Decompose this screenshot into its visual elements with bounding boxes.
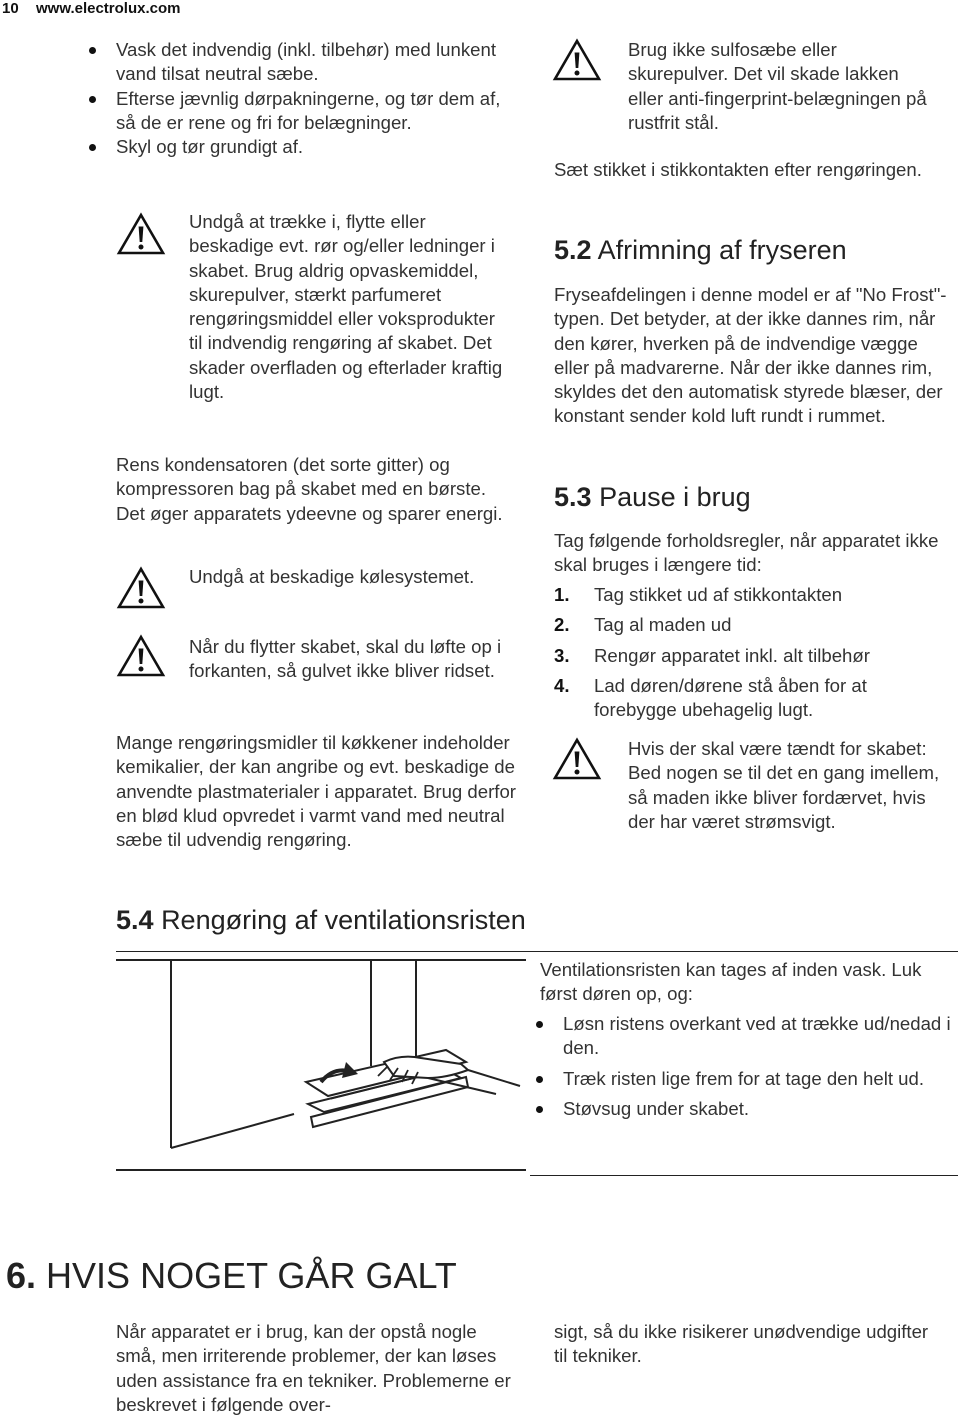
list-item: 3. Rengør apparatet inkl. alt tilbehør — [554, 644, 870, 666]
section-heading: 5.3 Pause i brug — [554, 482, 751, 512]
steps-list — [554, 583, 950, 722]
page-number: 10 — [2, 0, 19, 17]
paragraph: Når apparatet er i brug, kan der opstå nogle små, men irriterende problemer, der kan løses uden assistance fra en tekniker. Problemerne er beskrevet i følgende over- — [116, 1321, 511, 1415]
paragraph: Fryseafdelingen i denne model er af "No Frost"-typen. Det betyder, at der ikke dannes rim, når den kører, hverken på de indvendige vægge eller på madvarerne. Når der ikke dannes rim, skyldes det den automatisk styrede blæser, der konstant sender kold luft rundt i rummet. — [554, 284, 947, 427]
header-url[interactable]: www.electrolux.com — [36, 0, 181, 17]
list-item: Efterse jævnlig dørpakningerne, og tør dem af, så de er rene og fri for belægninger. — [116, 87, 506, 136]
list-item: 2. Tag al maden ud — [554, 614, 732, 636]
list-item: Støvsug under skabet. — [563, 1097, 953, 1121]
warning-text: Undgå at beskadige kølesystemet. — [189, 566, 475, 587]
warning-icon — [116, 212, 166, 256]
warning-icon — [116, 566, 166, 610]
list-item: Træk risten lige frem for at tage den helt ud. — [563, 1067, 953, 1091]
divider — [530, 1175, 958, 1176]
bullet-dot — [536, 1106, 543, 1113]
bullet-dot — [89, 47, 96, 54]
divider — [116, 951, 958, 952]
warning-icon — [116, 634, 166, 678]
ventilation-grille-illustration — [116, 954, 526, 1176]
list-item: Løsn ristens overkant ved at trække ud/nedad i den. — [563, 1012, 953, 1061]
list-item: 1. Tag stikket ud af stikkontakten — [554, 584, 843, 605]
list-item: 4. Lad døren/dørene stå åben for at forebygge ubehagelig lugt. — [554, 674, 867, 721]
paragraph: Sæt stikket i stikkontakten efter rengøringen. — [554, 159, 922, 180]
bullet-dot — [89, 144, 96, 151]
paragraph: Tag følgende forholdsregler, når apparatet ikke skal bruges i længere tid: — [554, 530, 939, 576]
list-item: Skyl og tør grundigt af. — [116, 135, 506, 159]
warning-text: Brug ikke sulfosæbe eller skurepulver. Det vil skade lakken eller anti-fingerprint-belægningen på rustfrit stål. — [628, 39, 927, 133]
grille-bullet-list — [563, 1012, 953, 1121]
paragraph: Mange rengøringsmidler til køkkener indeholder kemikalier, der kan angribe og evt. beskadige de anvendte plastmaterialer i apparatet. Brug derfor en blød klud opvredet i varmt vand med neutral sæbe til udvendig rengøring. — [116, 732, 516, 851]
bullet-dot — [536, 1076, 543, 1083]
section-heading: 5.2 Afrimning af fryseren — [554, 235, 847, 265]
warning-icon — [552, 737, 602, 781]
chapter-heading: 6. HVIS NOGET GÅR GALT — [6, 1255, 457, 1296]
warning-icon — [552, 38, 602, 82]
warning-text: Hvis der skal være tændt for skabet: Bed nogen se til det en gang imellem, så maden ikke bliver fordærvet, hvis der har været strømsvigt. — [628, 738, 940, 832]
section-heading: 5.4 Rengøring af ventilationsristen — [116, 905, 526, 935]
bullet-dot — [89, 96, 96, 103]
warning-text: Når du flytter skabet, skal du løfte op i forkanten, så gulvet ikke bliver ridset. — [189, 636, 502, 682]
paragraph: Ventilationsristen kan tages af inden vask. Luk først døren op, og: — [540, 959, 922, 1005]
list-item: Vask det indvendig (inkl. tilbehør) med lunkent vand tilsat neutral sæbe. — [116, 38, 506, 87]
cleaning-bullet-list — [116, 38, 506, 159]
paragraph: Rens kondensatoren (det sorte gitter) og kompressoren bag på skabet med en børste. Det øger apparatets ydeevne og sparer energi. — [116, 454, 503, 524]
paragraph: sigt, så du ikke risikerer unødvendige udgifter til tekniker. — [554, 1321, 929, 1367]
warning-text: Undgå at trække i, flytte eller beskadige evt. rør og/eller ledninger i skabet. Brug aldrig opvaskemiddel, skurepulver, stærkt parfumeret rengøringsmiddel eller voksprodukter til indvendig rengøring af skabet. Det skader overfladen og efterlader kraftig lugt. — [189, 211, 503, 403]
bullet-dot — [536, 1021, 543, 1028]
